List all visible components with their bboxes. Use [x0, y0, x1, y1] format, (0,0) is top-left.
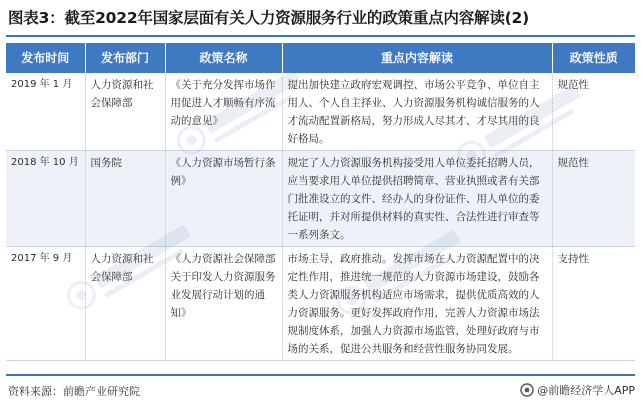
header-content: 重点内容解读: [282, 43, 552, 73]
brand-label: @前瞻经济学人APP: [537, 384, 635, 397]
cell-content: 规定了人力资源服务机构接受用人单位委托招聘人员，应当要求用人单位提供招聘简章、营业执照或者有关部门批准设立的文件、经办人的身份证件、用人单位的委托证明，并对所提供材料的真实性、合法性进行审查等一系列条文。: [282, 151, 552, 247]
cell-content: 市场主导，政府推动。发挥市场在人力资源配置中的决定性作用，推进统一规范的人力资源市场建设，鼓励各类人力资源服务机构适应市场需求，提供优质高效的人力资源服务。更好发挥政府作用，完善人力资源市场法规制度体系，加强人力资源市场监管，处理好政府与市场的关系，促进公共服务和经营性服务协同发展。: [282, 247, 552, 361]
header-dept: 发布部门: [85, 43, 165, 73]
table-row: [6, 151, 635, 247]
header-policy-name: 政策名称: [165, 43, 282, 73]
cell-nature: 规范性: [552, 73, 635, 151]
policy-table: [6, 43, 635, 361]
cell-date: 2019 年 1 月: [6, 73, 85, 151]
table-row: [6, 247, 635, 361]
cell-dept: 国务院: [85, 151, 165, 247]
brand-logo-icon: [520, 383, 534, 397]
page-title: 图表3：截至2022年国家层面有关人力资源服务行业的政策重点内容解读(2): [8, 9, 529, 27]
cell-nature: 支持性: [552, 247, 635, 361]
cell-nature: 规范性: [552, 151, 635, 247]
cell-dept: 人力资源和社会保障部: [85, 73, 165, 151]
header-nature: 政策性质: [552, 43, 635, 73]
title-divider: [6, 35, 635, 37]
cell-date: 2018 年 10 月: [6, 151, 85, 247]
brand-credit: [520, 382, 635, 398]
table-row: [6, 73, 635, 151]
cell-policy-name: 《人力资源市场暂行条例》: [165, 151, 282, 247]
cell-dept: 人力资源和社会保障部: [85, 247, 165, 361]
header-date: 发布时间: [6, 43, 85, 73]
cell-content: 提出加快建立政府宏观调控、市场公平竞争、单位自主用人、个人自主择业、人力资源服务机构诚信服务的人才流动配置新格局，努力形成人尽其才、才尽其用的良好格局。: [282, 73, 552, 151]
table-header-row: [6, 43, 635, 73]
source-note: 资料来源：前瞻产业研究院: [8, 385, 140, 398]
cell-policy-name: 《关于充分发挥市场作用促进人才顺畅有序流动的意见》: [165, 73, 282, 151]
cell-date: 2017 年 9 月: [6, 247, 85, 361]
cell-policy-name: 《人力资源社会保障部关于印发人力资源服务业发展行动计划的通知》: [165, 247, 282, 361]
footer-divider: [6, 374, 635, 376]
